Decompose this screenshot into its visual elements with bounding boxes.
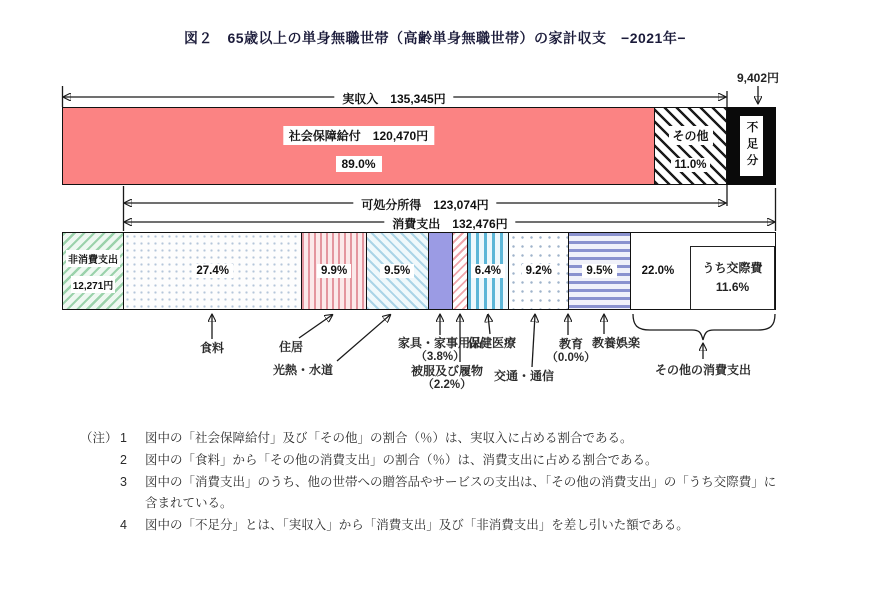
segment-utilities — [367, 233, 429, 309]
segment-recreation — [569, 233, 631, 309]
transport-pct-chip: 9.2% — [522, 264, 556, 278]
kousai-pct: 11.6% — [715, 280, 750, 294]
disposable-income-arrow-label: 可処分所得 123,074円 — [353, 196, 496, 213]
income-bar — [62, 107, 727, 185]
other-income-label: その他 — [668, 126, 712, 145]
shortage-box — [727, 107, 776, 185]
segment-food — [124, 233, 302, 309]
note-text: 図中の「消費支出」のうち、他の世帯への贈答品やサービスの支出は、「その他の消費支出」の「うち交際費」に含まれている。 — [145, 475, 777, 510]
kousai-box — [690, 246, 775, 310]
note-text: 図中の「食料」から「その他の消費支出」の割合（％）は、消費支出に占める割合である。 — [145, 453, 658, 467]
chart-title: 図２ 65歳以上の単身無職世帯（高齢単身無職世帯）の家計収支 −2021年− — [183, 30, 687, 46]
expenditure-bar — [62, 232, 776, 310]
kousai-label: うち交際費 — [702, 261, 763, 275]
note-row — [80, 428, 786, 449]
food-pct-chip: 27.4% — [192, 264, 233, 278]
label-clothing-text: 被服及び履物 — [410, 364, 484, 378]
label-education-pct: （0.0%） — [546, 352, 596, 364]
other-consumption-pct-chip: 22.0% — [638, 264, 679, 278]
label-education — [546, 337, 595, 365]
label-housing: 住居 — [278, 340, 304, 354]
note-number: 2 — [120, 453, 127, 467]
other-consumption-brace — [633, 314, 775, 340]
note-number: 4 — [120, 518, 127, 532]
transport-pointer — [532, 315, 535, 367]
shortage-label: 不足分 — [745, 121, 758, 171]
note-number: 3 — [120, 475, 127, 489]
nonconsumption-label: 非消費支出 — [66, 250, 120, 267]
segment-medical — [468, 233, 510, 309]
segment-furniture — [429, 233, 454, 309]
note-row — [80, 450, 786, 471]
utilities-pointer — [337, 315, 390, 361]
other-income-pct: 11.0% — [671, 158, 711, 172]
nonconsumption-segment — [63, 233, 124, 309]
consumption-arrow-label: 消費支出 132,476円 — [384, 215, 515, 232]
notes-block — [80, 428, 786, 537]
shortage-amount-label: 9,402円 — [736, 71, 780, 85]
recreation-pct-chip: 9.5% — [582, 264, 616, 278]
shortage-inner-box — [740, 116, 763, 176]
utilities-pct-chip: 9.5% — [380, 264, 414, 278]
nonconsumption-amount: 12,271円 — [71, 276, 116, 293]
segment-housing — [302, 233, 366, 309]
segment-transport — [509, 233, 569, 309]
income-arrow-label: 実収入 135,345円 — [334, 90, 453, 107]
segment-clothing — [453, 233, 467, 309]
note-row — [80, 472, 786, 514]
other-income-segment — [654, 108, 726, 184]
social-security-segment — [63, 108, 654, 184]
label-recreation: 教養娯楽 — [591, 336, 641, 350]
label-furniture-text: 家具・家事用品 — [397, 336, 483, 350]
medical-pct-chip: 6.4% — [471, 264, 505, 278]
note-row — [80, 515, 786, 536]
label-transport: 交通・通信 — [493, 369, 555, 383]
social-security-pct: 89.0% — [335, 156, 381, 172]
label-furniture-pct: （3.8%） — [415, 351, 465, 363]
medical-pointer — [488, 315, 490, 334]
social-security-label: 社会保障給付 120,470円 — [283, 126, 434, 145]
notes-heading: （注） — [80, 431, 118, 445]
housing-pct-chip: 9.9% — [317, 264, 351, 278]
label-food: 食料 — [199, 341, 225, 355]
label-clothing — [411, 364, 483, 392]
note-text: 図中の「不足分」とは、「実収入」から「消費支出」及び「非消費支出」を差し引いた額である。 — [145, 518, 689, 532]
label-other-consumption: その他の消費支出 — [654, 363, 752, 377]
housing-pointer — [299, 315, 332, 338]
label-clothing-pct: （2.2%） — [422, 379, 472, 391]
note-text: 図中の「社会保障給付」及び「その他」の割合（％）は、実収入に占める割合である。 — [145, 431, 633, 445]
note-number: 1 — [120, 431, 127, 445]
label-utilities: 光熱・水道 — [272, 363, 334, 377]
label-education-text: 教育 — [558, 337, 583, 351]
label-medical: 保健医療 — [467, 336, 517, 350]
